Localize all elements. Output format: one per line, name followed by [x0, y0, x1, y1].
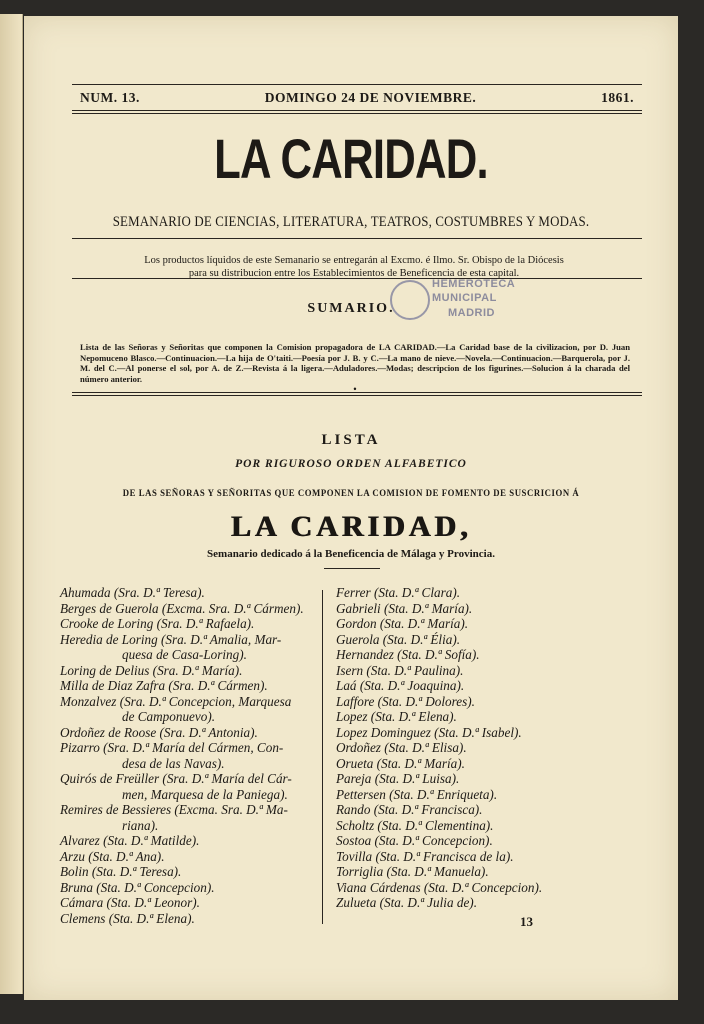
- issue-date: DOMINGO 24 DE NOVIEMBRE.: [264, 90, 477, 105]
- list-item-continuation: desa de las Navas).: [122, 755, 225, 771]
- list-item-line: Ahumada (Sra. D.ª Teresa).: [60, 585, 205, 600]
- names-column-left: [60, 585, 332, 926]
- page-number: 13: [520, 914, 533, 929]
- sumario-end-mark: •: [353, 384, 357, 394]
- list-item-line: Bruna (Sta. D.ª Concepcion).: [60, 879, 215, 895]
- short-rule: [324, 568, 380, 569]
- lista-publication-name: LA CARIDAD,: [230, 510, 472, 543]
- stamp-line-1: HEMEROTECA: [432, 278, 516, 290]
- list-item: Hernandez (Sta. D.ª Sofía).: [336, 647, 480, 662]
- list-item-line: Berges de Guerola (Excma. Sra. D.ª Cármen).: [60, 600, 304, 616]
- list-item: Lopez Dominguez (Sta. D.ª Isabel).: [336, 724, 522, 740]
- list-item-line: Quirós de Freüller (Sra. D.ª María del Cár-: [60, 771, 292, 786]
- masthead-title: LA CARIDAD.: [214, 127, 488, 190]
- list-item-line: Clemens (Sta. D.ª Elena).: [60, 910, 195, 926]
- list-item: Gabrieli (Sta. D.ª María).: [336, 600, 473, 616]
- distribution-notice: [84, 254, 624, 280]
- notice-line-2: para su distribucion entre los Establecimientos de Beneficencia de esta capital.: [188, 268, 520, 279]
- sumario-bottom-rule-2: [72, 395, 642, 396]
- list-item: Guerola (Sta. D.ª Élia).: [336, 631, 461, 647]
- list-item: [60, 725, 332, 741]
- list-item-line: Pizarro (Sra. D.ª María del Cármen, Con-: [60, 740, 284, 755]
- list-item: Tovilla (Sta. D.ª Francisca de la).: [336, 848, 514, 864]
- header-bottom-rule-2: [72, 113, 642, 114]
- list-item: [60, 616, 332, 632]
- list-item: [60, 678, 332, 694]
- list-item-line: Crooke de Loring (Sra. D.ª Rafaela).: [60, 616, 255, 631]
- sumario-bottom-rule: [72, 392, 642, 393]
- lista-title: LISTA: [321, 432, 381, 448]
- issue-number: NUM. 13.: [80, 90, 140, 105]
- list-item: Sostoa (Sta. D.ª Concepcion).: [336, 833, 493, 848]
- list-item: [60, 632, 332, 663]
- list-item: [60, 895, 332, 911]
- newspaper-page: [24, 16, 678, 1000]
- header-line: [80, 90, 634, 106]
- list-item-line: Arzu (Sta. D.ª Ana).: [60, 848, 165, 864]
- list-item: Pettersen (Sta. D.ª Enriqueta).: [336, 786, 498, 802]
- lista-description: DE LAS SEÑORAS Y SEÑORITAS QUE COMPONEN LA COMISION DE FOMENTO DE SUSCRICION Á: [122, 489, 580, 499]
- list-item-line: Heredia de Loring (Sra. D.ª Amalia, Mar-: [60, 631, 282, 647]
- list-item-line: Alvarez (Sta. D.ª Matilde).: [60, 833, 200, 848]
- list-item: [60, 771, 332, 802]
- list-item: Torriglia (Sta. D.ª Manuela).: [336, 864, 489, 879]
- column-separator: [322, 590, 323, 924]
- lista-dedication: Semanario dedicado á la Beneficencia de Málaga y Provincia.: [207, 548, 495, 560]
- notice-line-1: Los productos líquidos de este Semanario se entregarán al Excmo. é Ilmo. Sr. Obispo de la Diócesis: [144, 255, 564, 266]
- list-item-line: Bolin (Sta. D.ª Teresa).: [60, 864, 182, 879]
- stamp-line-2: MUNICIPAL: [432, 292, 497, 304]
- list-item: Scholtz (Sta. D.ª Clementina).: [336, 817, 494, 833]
- list-item-continuation: quesa de Casa-Loring).: [122, 647, 247, 662]
- masthead-subtitle: SEMANARIO DE CIENCIAS, LITERATURA, TEATROS, COSTUMBRES Y MODAS.: [112, 214, 590, 230]
- list-item: Zulueta (Sta. D.ª Julia de).: [336, 895, 477, 910]
- list-item-line: Loring de Delius (Sra. D.ª María).: [60, 662, 243, 678]
- issue-year: 1861.: [601, 90, 634, 105]
- list-item: [60, 694, 332, 725]
- list-item: [60, 663, 332, 679]
- notice-top-rule: [72, 238, 642, 239]
- list-item-continuation: de Camponuevo).: [122, 709, 216, 724]
- list-item-line: Monzalvez (Sra. D.ª Concepcion, Marquesa: [60, 693, 292, 709]
- list-item: Gordon (Sta. D.ª María).: [336, 616, 469, 631]
- list-item: [60, 849, 332, 865]
- list-item: Viana Cárdenas (Sta. D.ª Concepcion).: [336, 879, 543, 895]
- list-item-line: Ordoñez de Roose (Sra. D.ª Antonia).: [60, 724, 258, 740]
- sumario-body: Lista de las Señoras y Señoritas que componen la Comision propagadora de LA CARIDAD.—La Caridad base de la civilizacion, por D. Juan Nepomuceno Blasco.—Continuacion.—La hija de O'taiti.—Poesía por J. B. y C.—La mano de nieve.—Novela.—Continuacion.—Barquerola, por J. M. del C.—Al ponerse el sol, por A. de Z.—Revista á la ligera.—Aduladores.—Modas; descripcion de los figurines.—Solucion á la charada del número anterior.: [80, 342, 630, 384]
- list-item: Isern (Sta. D.ª Paulina).: [336, 662, 464, 678]
- list-item: Ordoñez (Sta. D.ª Elisa).: [336, 740, 467, 755]
- notice-bottom-rule: [72, 278, 642, 279]
- list-item: Ferrer (Sta. D.ª Clara).: [336, 585, 461, 600]
- list-item: [60, 585, 332, 601]
- list-item: Laffore (Sta. D.ª Dolores).: [336, 693, 475, 709]
- list-item-line: Remires de Bessieres (Excma. Sra. D.ª Ma-: [60, 802, 288, 817]
- list-item: [60, 802, 332, 833]
- list-item-continuation: men, Marquesa de la Paniega).: [122, 786, 288, 802]
- header-bottom-rule: [72, 110, 642, 111]
- list-item: [60, 833, 332, 849]
- names-column-right: [336, 585, 596, 911]
- list-item: [60, 911, 332, 927]
- list-item: Rando (Sta. D.ª Francisca).: [336, 802, 483, 817]
- list-item-continuation: riana).: [122, 817, 159, 833]
- list-item: Pareja (Sta. D.ª Luisa).: [336, 771, 460, 786]
- lista-subtitle: POR RIGUROSO ORDEN ALFABETICO: [235, 458, 467, 470]
- list-item: [60, 601, 332, 617]
- stamp-line-3: MADRID: [448, 307, 495, 319]
- list-item: Laá (Sta. D.ª Joaquina).: [336, 678, 465, 693]
- list-item-line: Milla de Diaz Zafra (Sra. D.ª Cármen).: [60, 678, 268, 693]
- sumario-text: [80, 342, 630, 395]
- list-item: [60, 740, 332, 771]
- list-item: [60, 864, 332, 880]
- sumario-title: SUMARIO.: [307, 301, 395, 316]
- list-item: Lopez (Sta. D.ª Elena).: [336, 709, 457, 724]
- list-item: [60, 880, 332, 896]
- list-item: Orueta (Sta. D.ª María).: [336, 755, 465, 771]
- previous-page-edge: [0, 14, 23, 994]
- header-top-rule: [72, 84, 642, 85]
- list-item-line: Cámara (Sta. D.ª Leonor).: [60, 895, 200, 910]
